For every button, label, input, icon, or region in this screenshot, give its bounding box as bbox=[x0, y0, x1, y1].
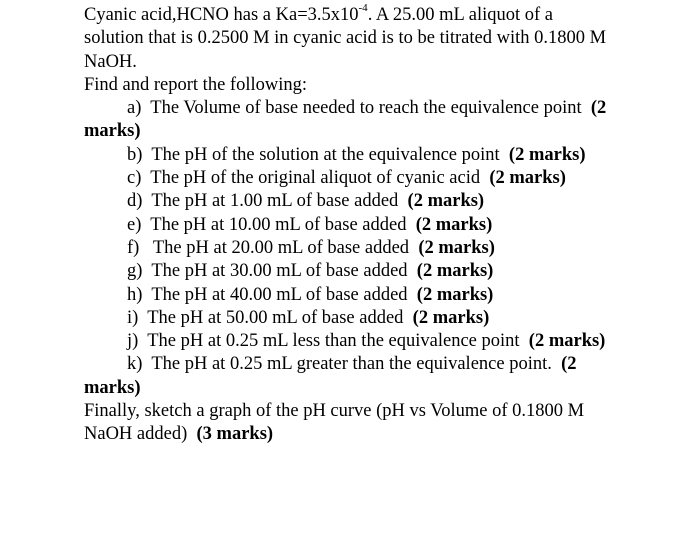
final-text: NaOH added) bbox=[84, 424, 188, 445]
item-marks-cont: marks) bbox=[84, 377, 141, 398]
item-text: The pH at 0.25 mL less than the equivalence point bbox=[147, 331, 520, 352]
find-line: Find and report the following: bbox=[84, 74, 307, 95]
final-line-2 bbox=[84, 423, 684, 446]
list-item-g bbox=[84, 260, 684, 283]
item-text: The Volume of base needed to reach the equivalence point bbox=[150, 98, 582, 119]
intro-line-2: solution that is 0.2500 M in cyanic acid is to be titrated with 0.1800 M bbox=[84, 28, 607, 49]
question-document bbox=[84, 4, 684, 447]
item-text: The pH at 30.00 mL of base added bbox=[151, 261, 408, 282]
item-label: k) bbox=[127, 354, 143, 375]
intro-line-1 bbox=[84, 4, 684, 27]
list-item-f bbox=[84, 237, 684, 260]
list-item-d bbox=[84, 190, 684, 213]
list-item-c bbox=[84, 167, 684, 190]
intro-text-b: . A 25.00 mL aliquot of a bbox=[367, 5, 554, 25]
list-item-b bbox=[84, 144, 684, 167]
item-marks: (2 marks) bbox=[508, 144, 586, 165]
final-marks: (3 marks) bbox=[196, 424, 274, 445]
list-item-h bbox=[84, 284, 684, 307]
item-label: d) bbox=[127, 191, 143, 212]
item-text: The pH of the original aliquot of cyanic acid bbox=[150, 168, 481, 189]
item-text: The pH at 40.00 mL of base added bbox=[151, 284, 408, 305]
item-text: The pH at 10.00 mL of base added bbox=[150, 214, 407, 235]
intro-line-3: NaOH. bbox=[84, 51, 137, 72]
item-label: g) bbox=[127, 261, 143, 282]
list-item-e bbox=[84, 214, 684, 237]
item-label: f) bbox=[127, 237, 140, 258]
list-item-i bbox=[84, 307, 684, 330]
item-text: The pH at 50.00 mL of base added bbox=[147, 307, 404, 328]
item-label: h) bbox=[127, 284, 143, 305]
item-a-marks-continued bbox=[84, 120, 684, 143]
item-marks: (2 marks) bbox=[412, 307, 490, 328]
item-marks: (2 marks) bbox=[415, 214, 493, 235]
item-label: a) bbox=[127, 98, 142, 119]
final-line-1: Finally, sketch a graph of the pH curve (pH vs Volume of 0.1800 M bbox=[84, 401, 585, 422]
item-marks: (2 bbox=[561, 354, 577, 375]
item-label: i) bbox=[127, 307, 139, 328]
item-label: b) bbox=[127, 144, 143, 165]
item-marks: (2 marks) bbox=[528, 331, 606, 352]
item-marks: (2 marks) bbox=[416, 261, 494, 282]
item-marks: (2 marks) bbox=[489, 168, 566, 189]
intro-text-a: Cyanic acid,HCNO has a Ka=3.5x10 bbox=[84, 5, 359, 25]
item-marks: (2 bbox=[590, 98, 607, 119]
item-text: The pH at 0.25 mL greater than the equivalence point. bbox=[151, 354, 552, 375]
list-item-k bbox=[84, 353, 684, 376]
item-label: e) bbox=[127, 214, 142, 235]
item-k-marks-continued bbox=[84, 377, 684, 400]
item-text: The pH at 1.00 mL of base added bbox=[151, 191, 399, 212]
item-text: The pH of the solution at the equivalence point bbox=[151, 144, 500, 165]
item-label: j) bbox=[127, 331, 139, 352]
item-marks-cont: marks) bbox=[84, 121, 141, 142]
list-item-j bbox=[84, 330, 684, 353]
item-label: c) bbox=[127, 168, 142, 189]
item-marks: (2 marks) bbox=[407, 191, 485, 212]
list-item-a bbox=[84, 97, 684, 120]
item-marks: (2 marks) bbox=[416, 284, 494, 305]
item-text: The pH at 20.00 mL of base added bbox=[152, 237, 410, 258]
ka-exponent: -4 bbox=[358, 2, 368, 14]
item-marks: (2 marks) bbox=[418, 237, 495, 258]
